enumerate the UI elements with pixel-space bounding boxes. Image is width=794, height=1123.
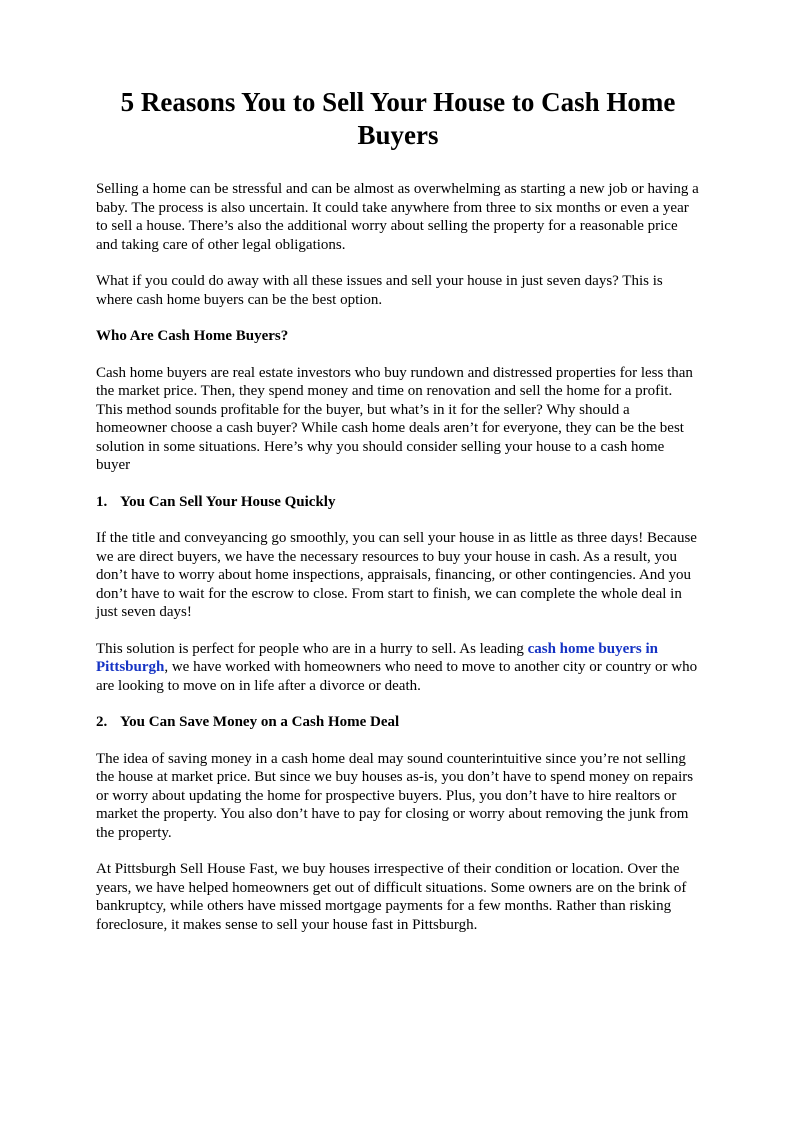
reason-1-paragraph-2-after: , we have worked with homeowners who need to move to another city or country or who are looking to move on in life after a divorce or death.: [96, 659, 698, 694]
reason-1-heading-text: You Can Sell Your House Quickly: [120, 493, 336, 510]
reason-1-heading: [96, 493, 700, 512]
reason-2-paragraph-1: The idea of saving money in a cash home deal may sound counterintuitive since you’re not selling the house at market price. But since we buy houses as-is, you don’t have to spend money on repairs or worry about updating the home for prospective buyers. Plus, you don’t have to hire realtors or market the property. You also don’t have to pay for closing or worry about removing the junk from the property.: [96, 750, 694, 841]
intro-paragraph-1: Selling a home can be stressful and can be almost as overwhelming as starting a new job or having a baby. The process is also uncertain. It could take anywhere from three to six months or even a year to sell a house. There’s also the additional worry about selling the property for a reasonable price and taking care of other legal obligations.: [96, 181, 699, 253]
reason-2-paragraph-2: At Pittsburgh Sell House Fast, we buy houses irrespective of their condition or location. Over the years, we have helped homeowners get out of difficult situations. Some owners are on the brink of bankruptcy, while others have missed mortgage payments for a few months. Rather than risking foreclosure, it makes sense to sell your house fast in Pittsburgh.: [96, 861, 687, 933]
document-page: [96, 86, 700, 952]
who-heading: Who Are Cash Home Buyers?: [96, 328, 289, 344]
cash-home-buyers-link[interactable]: cash home buyers in Pittsburgh: [96, 640, 659, 675]
reason-2-number: 2.: [96, 714, 108, 730]
reason-2-heading-text: You Can Save Money on a Cash Home Deal: [120, 714, 400, 730]
reason-2-heading: [96, 713, 700, 732]
reason-1-number: 1.: [96, 493, 108, 510]
reason-1-paragraph-2-before: This solution is perfect for people who are in a hurry to sell. As leading: [96, 640, 528, 657]
document-title: 5 Reasons You to Sell Your House to Cash Home Buyers: [120, 87, 676, 150]
intro-paragraph-2: What if you could do away with all these issues and sell your house in just seven days? This is where cash home buyers can be the best option.: [96, 273, 663, 308]
reason-1-paragraph-1: If the title and conveyancing go smoothly, you can sell your house in as little as three days! Because we are direct buyers, we have the necessary resources to buy your house in cash. As a result, you don’t have to worry about home inspections, appraisals, financing, or other contingencies. And you don’t have to wait for the escrow to close. From start to finish, we can complete the whole deal in just seven days!: [96, 530, 697, 620]
who-paragraph: Cash home buyers are real estate investors who buy rundown and distressed properties for less than the market price. Then, they spend money and time on renovation and sell the home for a profit. This method sounds profitable for the buyer, but what’s in it for the seller? Why should a homeowner choose a cash buyer? While cash home deals aren’t for everyone, they can be the best solution in some situations. Here’s why you should consider selling your house to a cash home buyer: [96, 364, 693, 473]
reason-1-paragraph-2: [96, 640, 700, 696]
